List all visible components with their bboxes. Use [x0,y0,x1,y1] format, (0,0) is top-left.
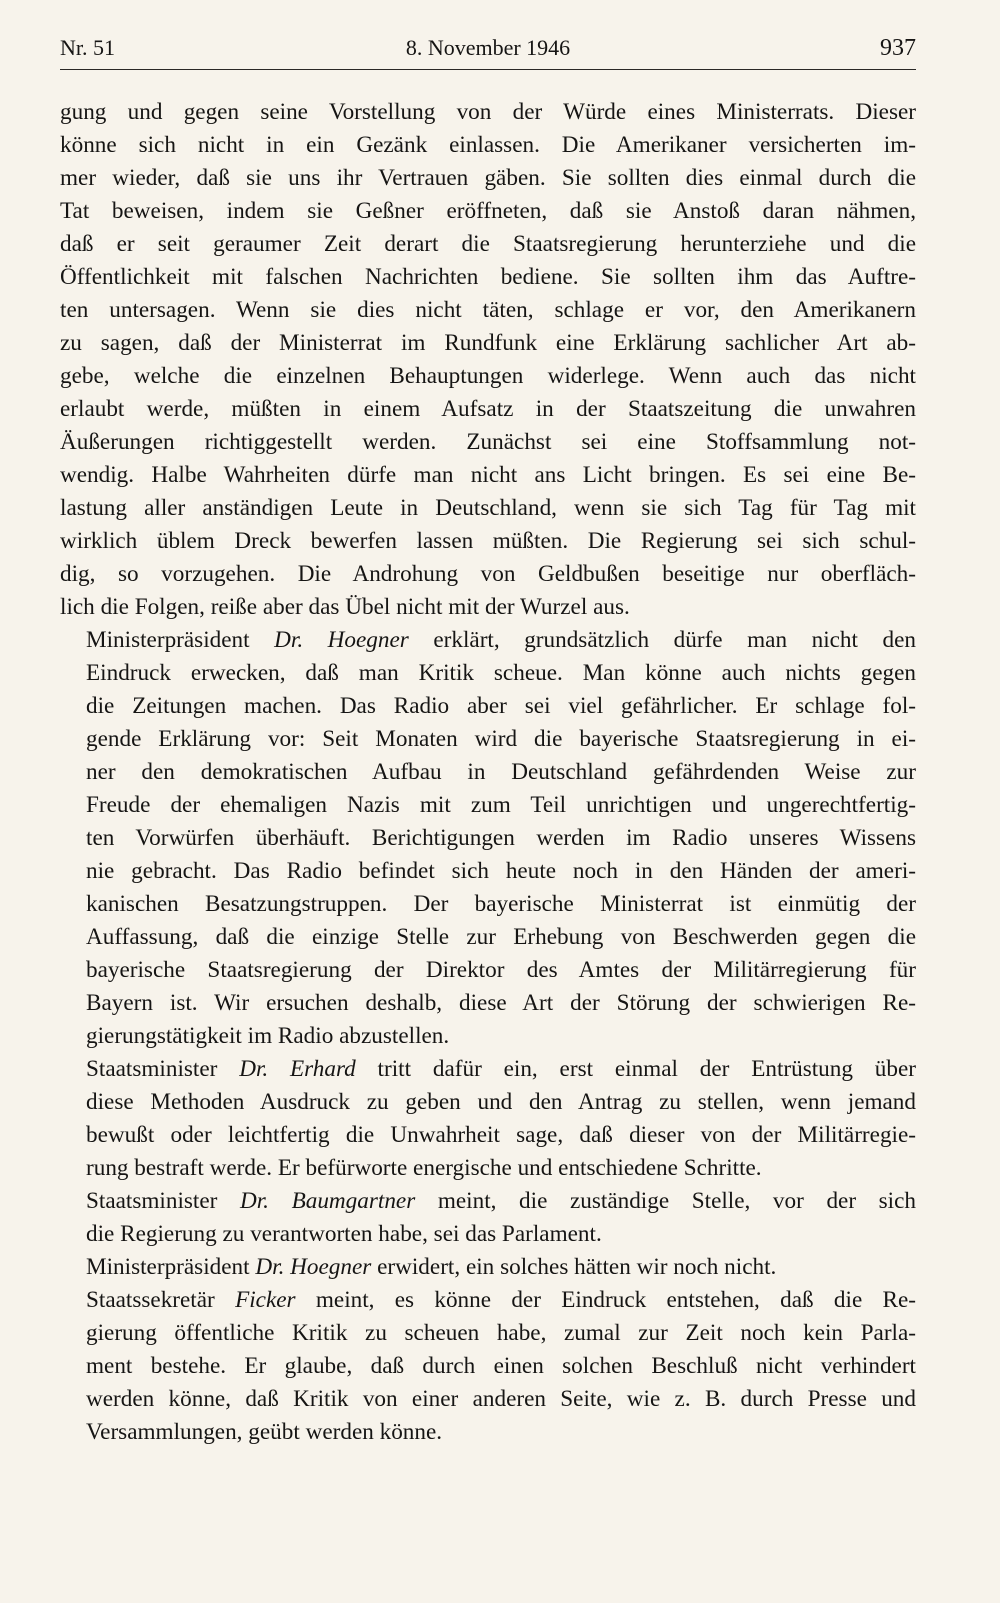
text-line: werden könne, daß Kritik von einer anderen Seite, wie z. B. durch Presse und [86,1386,916,1412]
text-line: Auffassung, daß die einzige Stelle zur Erhebung von Beschwerden gegen die [86,924,916,950]
text-line: ner den demokratischen Aufbau in Deutschland gefährdenden Weise zur [86,759,916,785]
text-line: erlaubt werde, müßten in einem Aufsatz in der Staatszeitung die unwahren [60,396,916,422]
text-line: Tat beweisen, indem sie Geßner eröffneten, daß sie Anstoß daran nähmen, [60,198,916,224]
text-line: könne sich nicht in ein Gezänk einlassen. Die Amerikaner versicherten im- [60,132,916,158]
line-text: erwidert, ein solches hätten wir noch nicht. [371,1254,777,1280]
text-line: diese Methoden Ausdruck zu geben und den Antrag zu stellen, wenn jemand [86,1089,916,1115]
speaker-title: Staatsminister [86,1056,240,1082]
text-line [60,1284,916,1317]
text-line: Freude der ehemaligen Nazis mit zum Teil unrichtigen und ungerechtfertig- [86,792,916,818]
header-date: 8. November 1946 [405,35,571,60]
line-text: tritt dafür ein, erst einmal der Entrüstung über [355,1056,916,1082]
text-line: mer wieder, daß sie uns ihr Vertrauen gäben. Sie sollten dies einmal durch die [60,165,916,191]
text-line [60,1251,916,1284]
text-line: gung und gegen seine Vorstellung von der Würde eines Ministerrats. Dieser [60,99,916,125]
text-line: rung bestraft werde. Er befürworte energische und entschiedene Schritte. [86,1155,762,1181]
speaker-title: Staatsminister [86,1188,240,1214]
header-rule [60,69,916,70]
text-line: Versammlungen, geübt werden könne. [86,1419,443,1445]
speaker-paragraph [60,1251,916,1284]
text-line: Äußerungen richtiggestellt werden. Zunächst sei eine Stoffsammlung not- [60,429,916,455]
speaker-title: Ministerpräsident [86,1254,256,1280]
text-line: die Zeitungen machen. Das Radio aber sei viel gefährlicher. Er schlage fol- [86,693,916,719]
line-text: meint, es könne der Eindruck entstehen, daß die Re- [295,1287,916,1313]
text-line: lastung aller anständigen Leute in Deutschland, wenn sie sich Tag für Tag mit [60,495,916,521]
speaker-name: Dr. Hoegner [274,627,409,653]
text-line: ten Vorwürfen überhäuft. Berichtigungen werden im Radio unseres Wissens [86,825,916,851]
text-line: Eindruck erwecken, daß man Kritik scheue. Man könne auch nichts gegen [86,660,916,686]
text-line: zu sagen, daß der Ministerrat im Rundfunk eine Erklärung sachlicher Art ab- [60,330,916,356]
text-line: Öffentlichkeit mit falschen Nachrichten bediene. Sie sollten ihm das Auftre- [60,264,916,290]
document-body [60,96,916,1449]
text-line: wirklich üblem Dreck bewerfen lassen müßten. Die Regierung sei sich schul- [60,528,916,554]
speaker-paragraph [60,1284,916,1449]
running-header [60,34,916,68]
text-line: dig, so vorzugehen. Die Androhung von Geldbußen beseitige nur oberfläch- [60,561,916,587]
text-line [60,1053,916,1086]
speaker-name: Dr. Baumgartner [239,1188,416,1214]
speaker-name: Dr. Erhard [239,1056,356,1082]
text-line: wendig. Halbe Wahrheiten dürfe man nicht ans Licht bringen. Es sei eine Be- [60,462,916,488]
text-line [60,1185,916,1218]
text-line: kanischen Besatzungstruppen. Der bayerische Ministerrat ist einmütig der [86,891,916,917]
text-line: ten untersagen. Wenn sie dies nicht täten, schlage er vor, den Amerikanern [60,297,916,323]
text-line: die Regierung zu verantworten habe, sei das Parlament. [86,1221,602,1247]
issue-number: Nr. 51 [60,35,115,60]
text-line: gebe, welche die einzelnen Behauptungen widerlege. Wenn auch das nicht [60,363,916,389]
text-line: Bayern ist. Wir ersuchen deshalb, diese Art der Störung der schwierigen Re- [86,990,916,1016]
text-line: nie gebracht. Das Radio befindet sich heute noch in den Händen der ameri- [86,858,916,884]
line-text: meint, die zuständige Stelle, vor der sich [415,1188,917,1214]
text-line: lich die Folgen, reiße aber das Übel nicht mit der Wurzel aus. [60,594,630,620]
speaker-name: Ficker [235,1287,296,1313]
speaker-paragraph [60,624,916,1053]
text-line: ment bestehe. Er glaube, daß durch einen solchen Beschluß nicht verhindert [86,1353,916,1379]
line-text: erklärt, grundsätzlich dürfe man nicht den [408,627,916,653]
text-line: gende Erklärung vor: Seit Monaten wird die bayerische Staatsregierung in ei- [86,726,916,752]
text-line: gierung öffentliche Kritik zu scheuen habe, zumal zur Zeit noch kein Parla- [86,1320,916,1346]
text-line: daß er seit geraumer Zeit derart die Staatsregierung herunterziehe und die [60,231,916,257]
text-line: gierungstätigkeit im Radio abzustellen. [86,1023,450,1049]
text-line: bewußt oder leichtfertig die Unwahrheit sage, daß dieser von der Militärregie- [86,1122,916,1148]
text-line: bayerische Staatsregierung der Direktor des Amtes der Militärregierung für [86,957,916,983]
speaker-title: Ministerpräsident [86,627,275,653]
speaker-paragraph [60,1053,916,1185]
speaker-paragraph [60,1185,916,1251]
speaker-title: Staatssekretär [86,1287,236,1313]
speaker-name: Dr. Hoegner [255,1254,372,1280]
text-line [60,624,916,657]
continuation-paragraph [60,96,916,624]
page-number: 937 [880,35,916,61]
